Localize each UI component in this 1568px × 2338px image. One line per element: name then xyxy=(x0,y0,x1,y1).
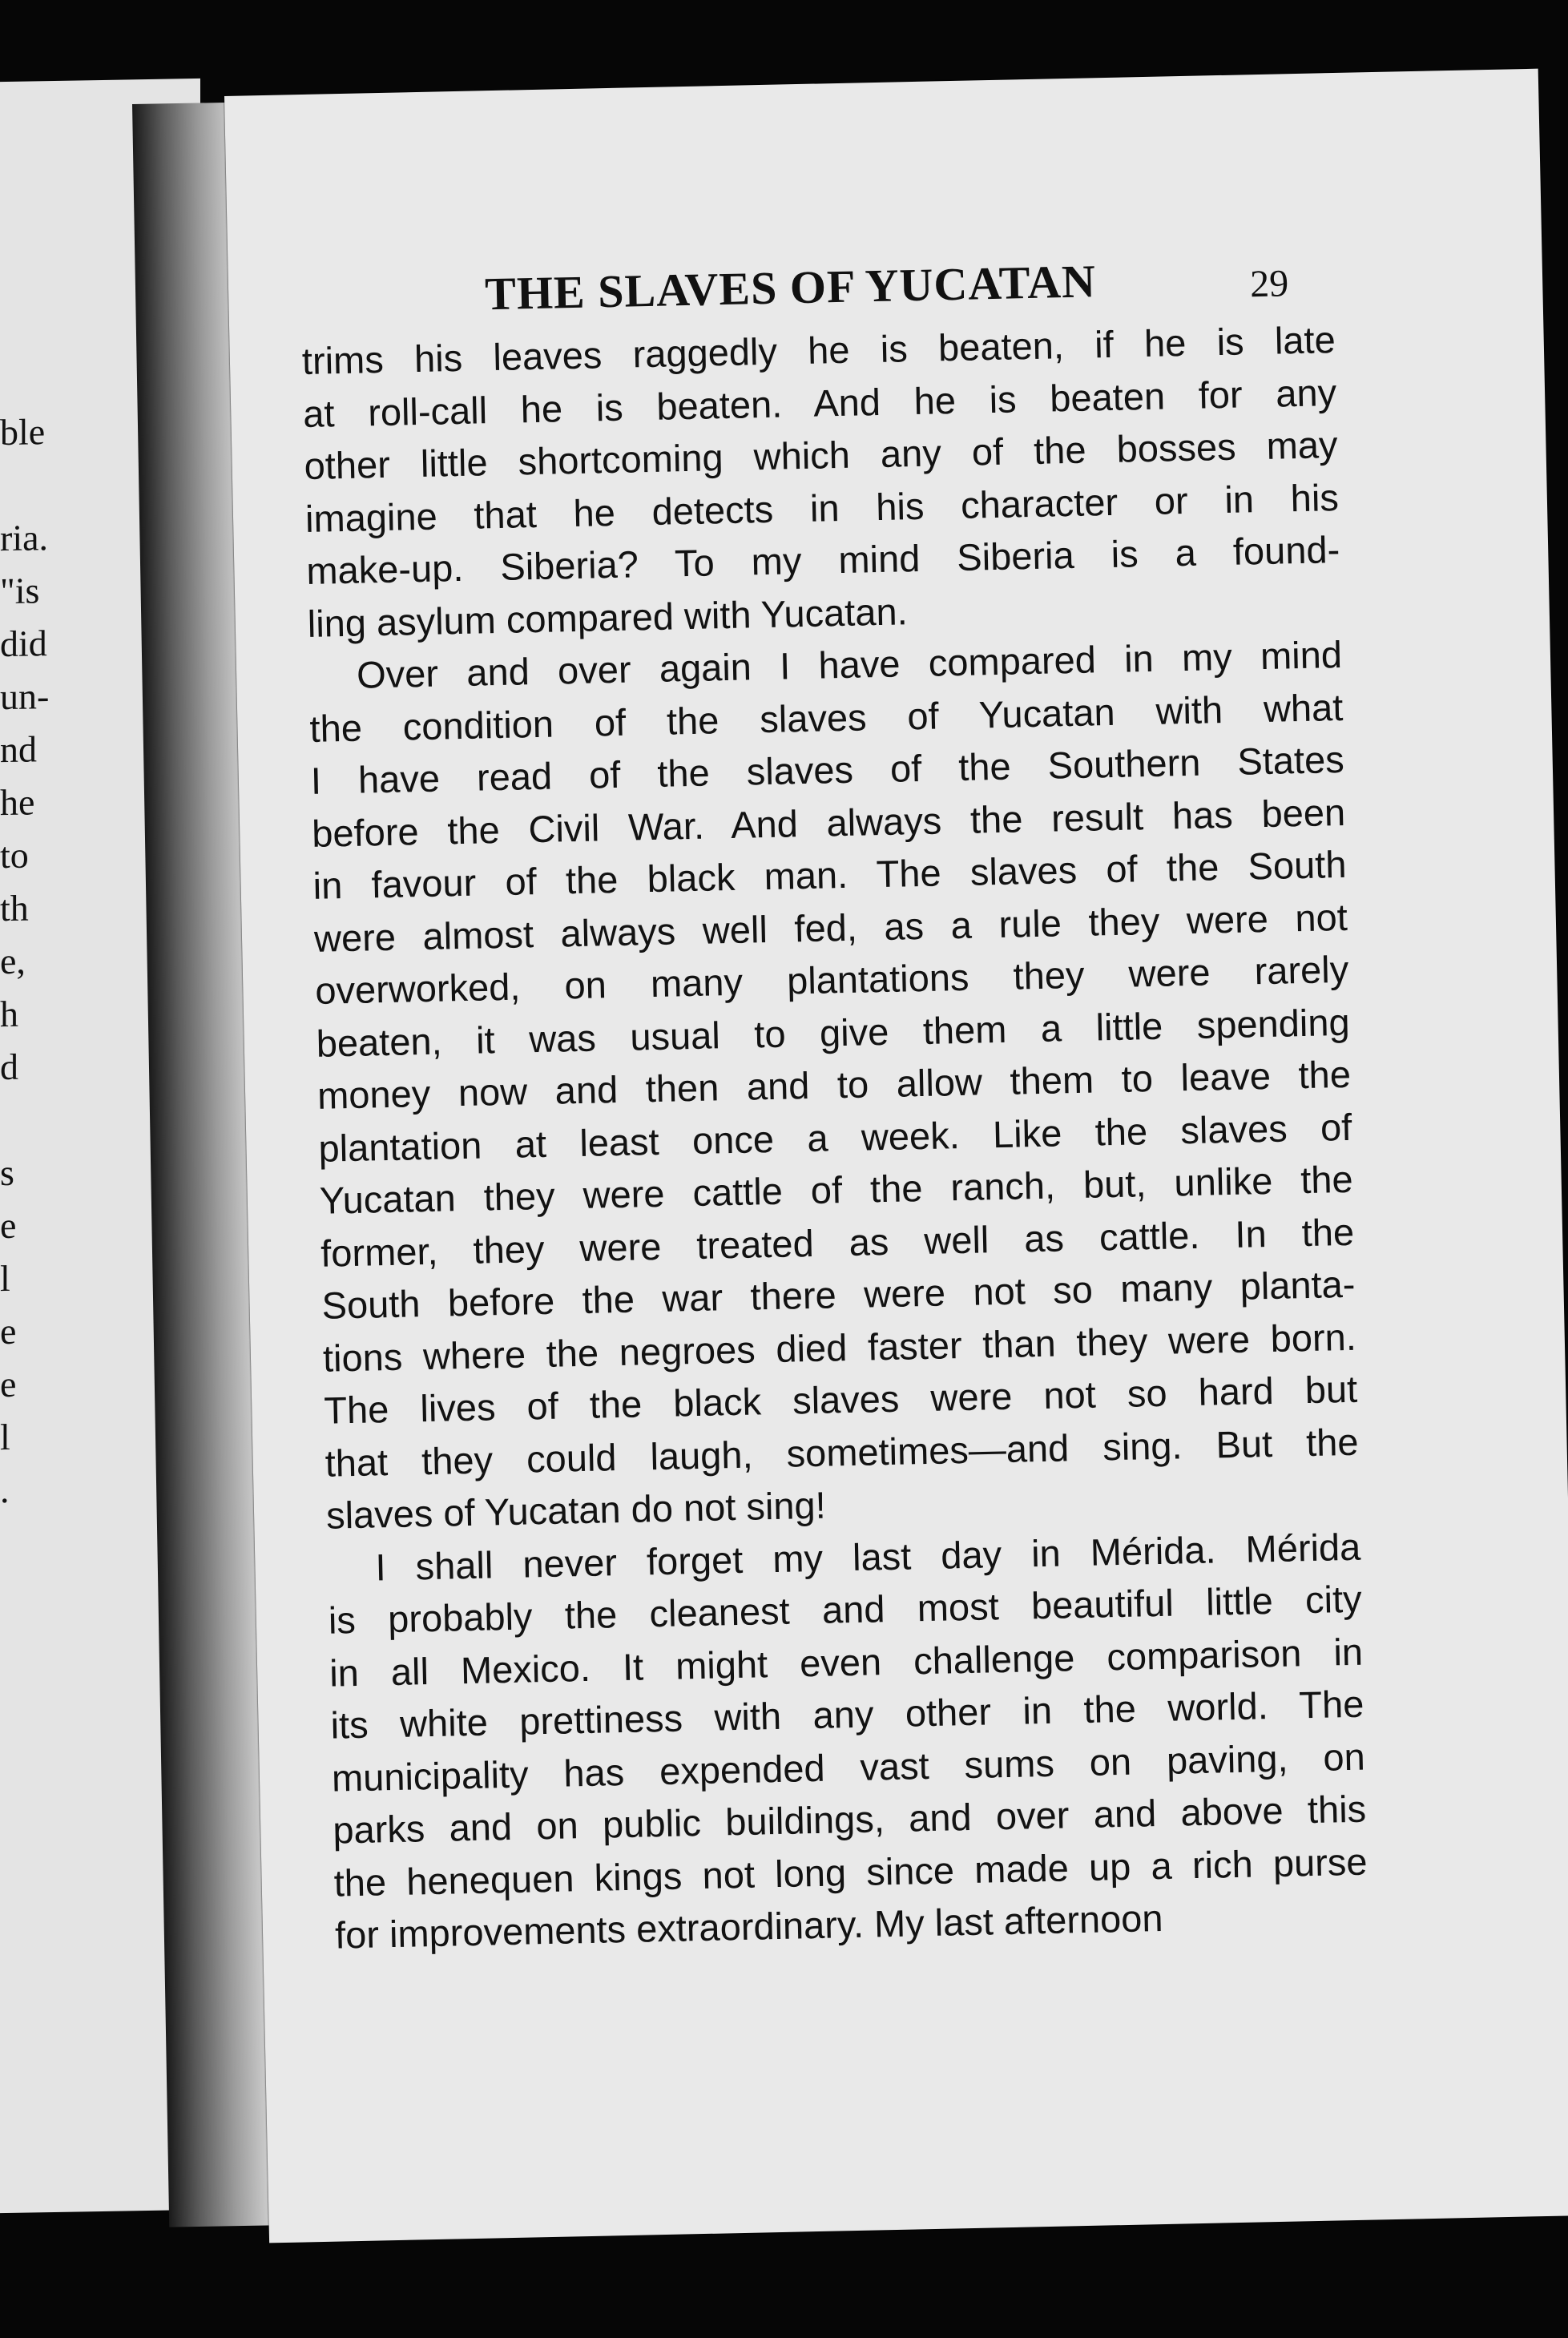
text-line: other little shortcoming which any of the bosses may xyxy=(304,423,1338,488)
left-page-fragment: to xyxy=(0,834,29,877)
text-line: The lives of the black slaves were not so hard but xyxy=(323,1367,1358,1432)
paragraph xyxy=(301,313,1341,650)
left-page-fragment: ble xyxy=(0,411,46,453)
text-line: Yucatan they were cattle of the ranch, but, unlike the xyxy=(319,1157,1354,1222)
text-line: before the Civil War. And always the result has been xyxy=(311,790,1346,855)
text-line: overworked, on many plantations they were rarely xyxy=(314,947,1349,1012)
book-page xyxy=(224,69,1568,2243)
text-line: trims his leaves raggedly he is beaten, if he is late xyxy=(301,318,1336,383)
text-line: the henequen kings not long since made up a rich purse xyxy=(333,1840,1368,1905)
left-page-fragment: nd xyxy=(0,728,37,771)
text-line: imagine that he detects in his character or in his xyxy=(304,475,1340,540)
text-line: plantation at least once a week. Like the slaves of xyxy=(317,1105,1352,1170)
left-page-fragment: "is xyxy=(0,570,40,612)
text-line: money now and then and to allow them to leave the xyxy=(316,1052,1352,1117)
text-line: the condition of the slaves of Yucatan with what xyxy=(308,685,1344,750)
text-line: were almost always well fed, as a rule they were not xyxy=(313,895,1348,960)
left-page-fragment: did xyxy=(0,623,47,665)
text-line: Over and over again I have compared in my mind xyxy=(356,632,1343,696)
paragraph xyxy=(308,628,1360,1542)
text-line: in all Mexico. It might even challenge comparison in xyxy=(329,1630,1364,1695)
text-line: in favour of the black man. The slaves of the South xyxy=(312,842,1347,907)
left-page-fragment: e xyxy=(0,1204,17,1247)
body-text xyxy=(301,313,1368,1961)
left-page-fragment: d xyxy=(0,1046,18,1088)
text-line: slaves of Yucatan do not sing! xyxy=(325,1483,827,1537)
text-line: parks and on public buildings, and over and above this xyxy=(332,1787,1367,1852)
left-page-fragment: th xyxy=(0,887,29,929)
left-page-fragment: s xyxy=(0,1151,14,1194)
left-page-fragment: e xyxy=(0,1363,17,1405)
text-line: South before the war there were not so many planta- xyxy=(321,1262,1356,1327)
text-line: former, they were treated as well as cattle. In the xyxy=(320,1210,1355,1275)
text-line: tions where the negroes died faster than they were born. xyxy=(322,1315,1357,1380)
text-line: for improvements extraordinary. My last afternoon xyxy=(334,1896,1163,1957)
text-line: make-up. Siberia? To my mind Siberia is a found- xyxy=(305,527,1340,592)
left-page-fragment xyxy=(0,458,80,512)
text-line: at roll-call he is beaten. And he is beaten for any xyxy=(302,370,1337,435)
left-page-fragment: e xyxy=(0,1310,17,1352)
page-number: 29 xyxy=(1249,262,1289,306)
left-page-fragment: ria. xyxy=(0,517,49,559)
text-line: municipality has expended vast sums on paving, on xyxy=(331,1735,1366,1800)
left-page-fragment: l xyxy=(0,1416,10,1458)
left-page-fragment: e, xyxy=(0,940,26,982)
text-line: I have read of the slaves of the Southern States xyxy=(310,737,1345,802)
text-line: beaten, it was usual to give them a little spending xyxy=(316,1000,1351,1065)
left-page-fragment: un- xyxy=(0,675,50,718)
text-line: that they could laugh, sometimes—and sing. But the xyxy=(324,1420,1360,1485)
left-page-fragment: h xyxy=(0,993,18,1035)
left-page-fragment xyxy=(0,1092,80,1147)
left-page-fragment: . xyxy=(0,1469,10,1511)
text-line: its white prettiness with any other in the world. The xyxy=(330,1682,1364,1747)
left-page-fragment: he xyxy=(0,781,35,824)
paragraph xyxy=(327,1520,1369,1961)
text-line: is probably the cleanest and most beautiful little city xyxy=(328,1577,1363,1642)
left-page-fragment: l xyxy=(0,1257,10,1300)
text-line: I shall never forget my last day in Mérida. Mérida xyxy=(374,1525,1361,1588)
text-line: ling asylum compared with Yucatan. xyxy=(307,589,909,645)
left-page-text-fragments xyxy=(0,405,80,1517)
running-title: THE SLAVES OF YUCATAN xyxy=(484,255,1097,320)
